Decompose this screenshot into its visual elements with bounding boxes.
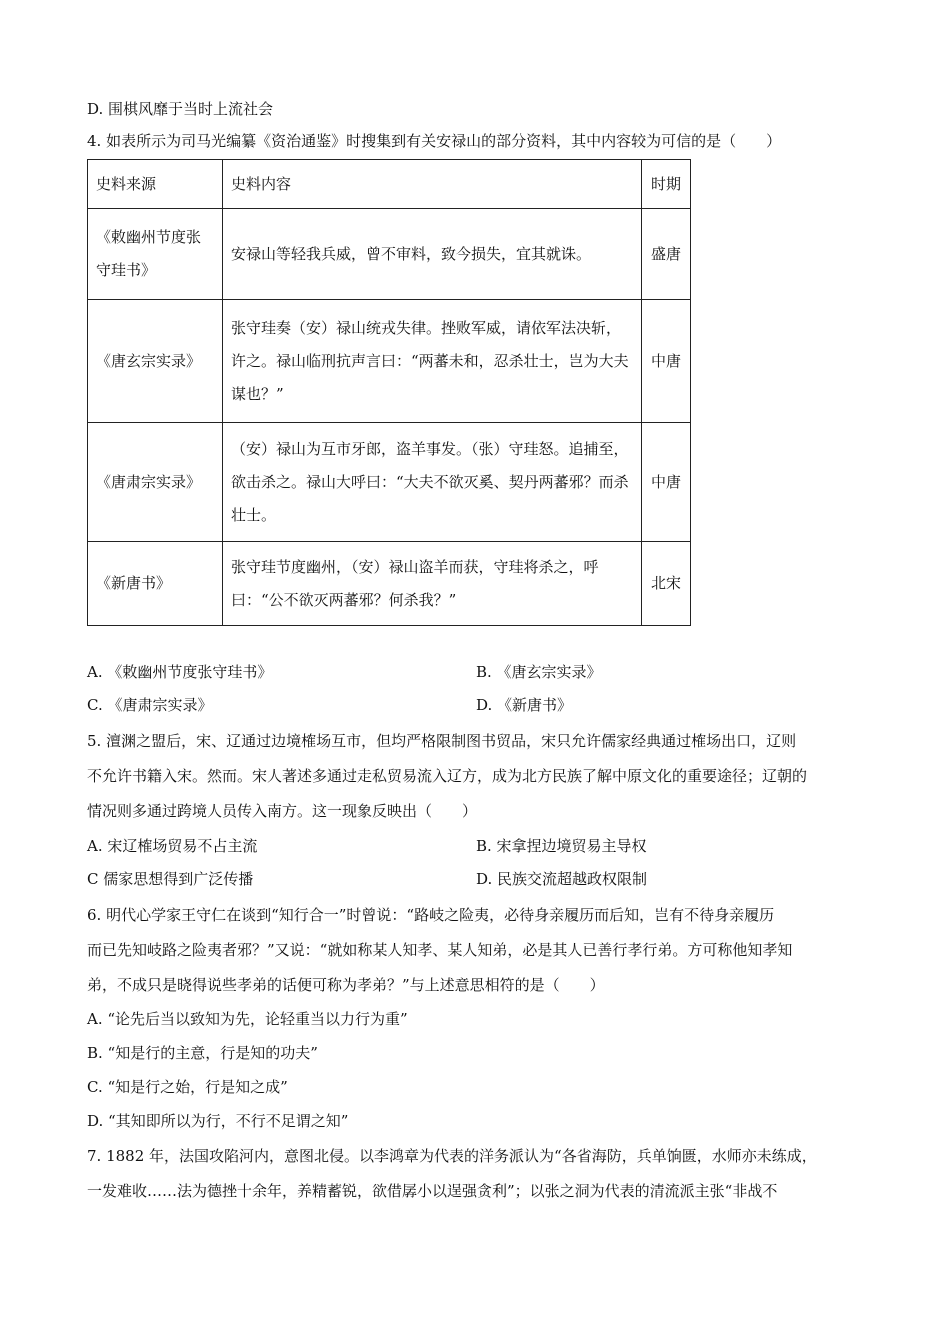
row-source: 《敕幽州节度张守珪书》 bbox=[88, 209, 223, 300]
q7-stem-line: 一发难收……法为德挫十余年，养精蓄锐，欲借孱小以逞强贪利”；以张之洞为代表的清流派主张“非战不 bbox=[87, 1182, 778, 1200]
q5-option-a[interactable]: A. 宋辽榷场贸易不占主流 bbox=[87, 837, 258, 855]
q6-option-d[interactable]: D. “其知即所以为行，不行不足谓之知” bbox=[87, 1112, 349, 1130]
table-row bbox=[88, 542, 691, 626]
q5-stem-line: 不允许书籍入宋。然而。宋人著述多通过走私贸易流入辽方，成为北方民族了解中原文化的重要途径；辽朝的 bbox=[87, 767, 808, 785]
q7-stem-line: 7. 1882 年，法国攻陷河内，意图北侵。以李鸿章为代表的洋务派认为“各省海防，兵单饷匮，水师亦未练成， bbox=[87, 1147, 817, 1165]
q4-option-a[interactable]: A. 《敕幽州节度张守珪书》 bbox=[87, 663, 273, 681]
header-period: 时期 bbox=[642, 160, 691, 209]
q6-stem-line: 而已先知岐路之险夷者邪？”又说：“就如称某人知孝、某人知弟，必是其人已善行孝行弟。方可称他知孝知 bbox=[87, 941, 793, 959]
row-period: 北宋 bbox=[642, 542, 691, 626]
table-row bbox=[88, 423, 691, 542]
q5-option-d[interactable]: D. 民族交流超越政权限制 bbox=[476, 870, 648, 888]
q4-source-table bbox=[87, 159, 691, 626]
row-content: 张守珪节度幽州，（安）禄山盗羊而获，守珪将杀之，呼曰：“公不欲灭两蕃邪？何杀我？” bbox=[223, 542, 642, 626]
row-period: 中唐 bbox=[642, 423, 691, 542]
q6-option-c[interactable]: C. “知是行之始，行是知之成” bbox=[87, 1078, 288, 1096]
row-content: （安）禄山为互市牙郎，盗羊事发。（张）守珪怒。追捕至，欲击杀之。禄山大呼曰：“大夫不欲灭奚、契丹两蕃邪？而杀壮士。 bbox=[223, 423, 642, 542]
row-source: 《新唐书》 bbox=[88, 542, 223, 626]
table-header-row bbox=[88, 160, 691, 209]
q5-option-b[interactable]: B. 宋拿捏边境贸易主导权 bbox=[476, 837, 647, 855]
q4-option-b[interactable]: B. 《唐玄宗实录》 bbox=[476, 663, 602, 681]
q6-stem-line: 6. 明代心学家王守仁在谈到“知行合一”时曾说：“路岐之险夷，必待身亲履历而后知，岂有不待身亲履历 bbox=[87, 906, 775, 924]
header-content: 史料内容 bbox=[223, 160, 642, 209]
header-source: 史料来源 bbox=[88, 160, 223, 209]
row-source: 《唐肃宗实录》 bbox=[88, 423, 223, 542]
row-period: 盛唐 bbox=[642, 209, 691, 300]
table-row bbox=[88, 300, 691, 423]
row-content: 安禄山等轻我兵威，曾不审料，致今损失，宜其就诛。 bbox=[223, 209, 642, 300]
q4-option-d[interactable]: D. 《新唐书》 bbox=[476, 696, 573, 714]
q4-option-c[interactable]: C. 《唐肃宗实录》 bbox=[87, 696, 213, 714]
q6-stem-line: 弟，不成只是晓得说些孝弟的话便可称为孝弟？”与上述意思相符的是（ ） bbox=[87, 976, 605, 994]
q5-option-c[interactable]: C 儒家思想得到广泛传播 bbox=[87, 870, 254, 888]
q4-stem: 4. 如表所示为司马光编纂《资治通鉴》时搜集到有关安禄山的部分资料，其中内容较为可信的是（ ） bbox=[87, 132, 782, 150]
row-period: 中唐 bbox=[642, 300, 691, 423]
table-row bbox=[88, 209, 691, 300]
q5-stem-line: 情况则多通过跨境人员传入南方。这一现象反映出（ ） bbox=[87, 802, 478, 820]
q6-option-b[interactable]: B. “知是行的主意，行是知的功夫” bbox=[87, 1044, 318, 1062]
row-content: 张守珪奏（安）禄山统戎失律。挫败军威，请依军法决斩，许之。禄山临刑抗声言曰：“两蕃未和，忍杀壮士，岂为大夫谋也？” bbox=[223, 300, 642, 423]
row-source: 《唐玄宗实录》 bbox=[88, 300, 223, 423]
q6-option-a[interactable]: A. “论先后当以致知为先，论轻重当以力行为重” bbox=[87, 1010, 408, 1028]
q5-stem-line: 5. 澶渊之盟后，宋、辽通过边境榷场互市，但均严格限制图书贸品，宋只允许儒家经典通过榷场出口，辽则 bbox=[87, 732, 797, 750]
q3-option-d: D. 围棋风靡于当时上流社会 bbox=[87, 100, 274, 118]
